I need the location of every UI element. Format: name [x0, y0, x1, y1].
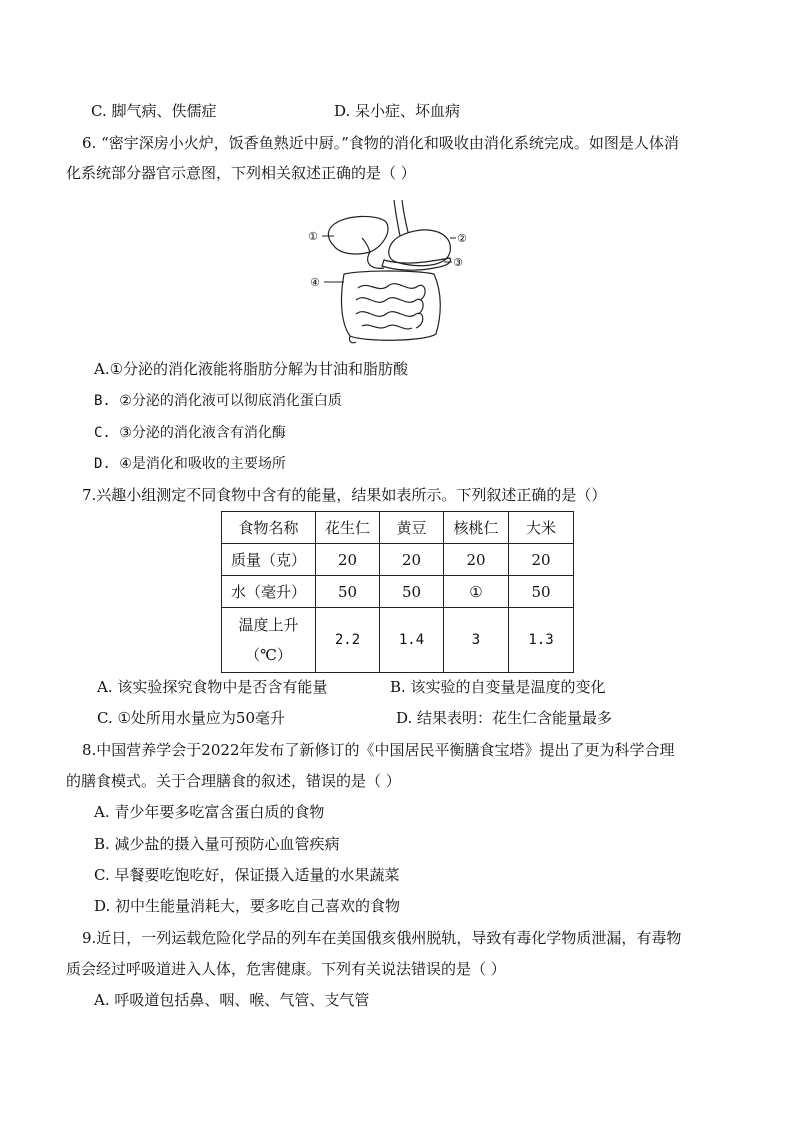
large-intestine-shape [342, 271, 441, 340]
q7-option-a: A. 该实验探究食物中是否含有能量 [97, 678, 328, 696]
table-cell: 1.4 [380, 608, 444, 673]
q8-option-c: C. 早餐要吃饱吃好，保证摄入适量的水果蔬菜 [94, 866, 400, 884]
table-cell: 1.3 [509, 608, 574, 673]
q8-option-b: B. 减少盐的摄入量可预防心血管疾病 [94, 835, 340, 853]
q6-option-a: A.①分泌的消化液能将脂肪分解为甘油和脂肪酸 [94, 360, 409, 378]
q8-option-d: D. 初中生能量消耗大，要多吃自己喜欢的食物 [94, 897, 401, 915]
table-cell: 3 [444, 608, 509, 673]
label-1: ① [308, 230, 318, 243]
q7-option-b: B. 该实验的自变量是温度的变化 [390, 678, 606, 696]
table-cell: 2.2 [316, 608, 380, 673]
q9-stem-line2: 质会经过呼吸道进入人体，危害健康。下列有关说法错误的是（ ） [66, 960, 506, 978]
table-cell: 50 [380, 576, 444, 608]
table-cell: 20 [380, 544, 444, 576]
q9-stem-line1: 9.近日，一列运载危险化学品的列车在美国俄亥俄州脱轨，导致有毒化学物质泄漏，有毒物 [82, 929, 682, 947]
q6-option-c: C. ③分泌的消化液含有消化酶 [94, 425, 286, 441]
table-header: 花生仁 [316, 512, 380, 544]
q6-stem-line2: 化系统部分器官示意图，下列相关叙述正确的是（ ） [66, 164, 416, 182]
q8-stem-line1: 8.中国营养学会于2022年发布了新修订的《中国居民平衡膳食宝塔》提出了更为科学合理 [82, 741, 675, 759]
esophagus-shape [394, 200, 400, 236]
q9-option-a: A. 呼吸道包括鼻、咽、喉、气管、支气管 [94, 991, 370, 1009]
q7-stem: 7.兴趣小组测定不同食物中含有的能量，结果如表所示。下列叙述正确的是（） [82, 486, 607, 504]
table-cell: 水（毫升） [222, 576, 316, 608]
food-energy-table [221, 511, 574, 673]
table-cell: 50 [509, 576, 574, 608]
table-cell: ① [444, 576, 509, 608]
table-cell: 50 [316, 576, 380, 608]
temp-label-line1: 温度上升 [238, 616, 299, 634]
table-header: 食物名称 [222, 512, 316, 544]
label-4: ④ [310, 276, 320, 289]
liver-shape [328, 216, 388, 254]
table-row [222, 544, 574, 576]
q6-stem-line1: 6. “密宇深房小火炉，饭香鱼熟近中厨。”食物的消化和吸收由消化系统完成。如图是人体消 [82, 134, 679, 152]
table-cell-temp-label [222, 608, 316, 673]
q8-option-a: A. 青少年要多吃富含蛋白质的食物 [94, 803, 325, 821]
digestive-system-figure [304, 196, 480, 346]
q5-option-c: C. 脚气病、佚儒症 [91, 102, 217, 120]
table-cell: 20 [444, 544, 509, 576]
label-2: ② [457, 232, 467, 245]
q7-option-d: D. 结果表明：花生仁含能量最多 [396, 709, 613, 727]
label-3: ③ [453, 256, 463, 269]
table-header-row [222, 512, 574, 544]
table-header: 大米 [509, 512, 574, 544]
table-cell: 20 [509, 544, 574, 576]
q6-option-b: B. ②分泌的消化液可以彻底消化蛋白质 [94, 393, 342, 409]
table-row [222, 608, 574, 673]
table-cell: 质量（克） [222, 544, 316, 576]
q6-option-d: D. ④是消化和吸收的主要场所 [94, 456, 286, 472]
table-header: 黄豆 [380, 512, 444, 544]
stomach-shape [389, 230, 451, 266]
q8-stem-line2: 的膳食模式。关于合理膳食的叙述，错误的是（ ） [66, 772, 401, 790]
table-header: 核桃仁 [444, 512, 509, 544]
q7-option-c: C. ①处所用水量应为50毫升 [97, 709, 286, 727]
table-row [222, 576, 574, 608]
q5-option-d: D. 呆小症、坏血病 [334, 102, 461, 120]
temp-label-line2: （℃） [245, 646, 292, 664]
table-cell: 20 [316, 544, 380, 576]
